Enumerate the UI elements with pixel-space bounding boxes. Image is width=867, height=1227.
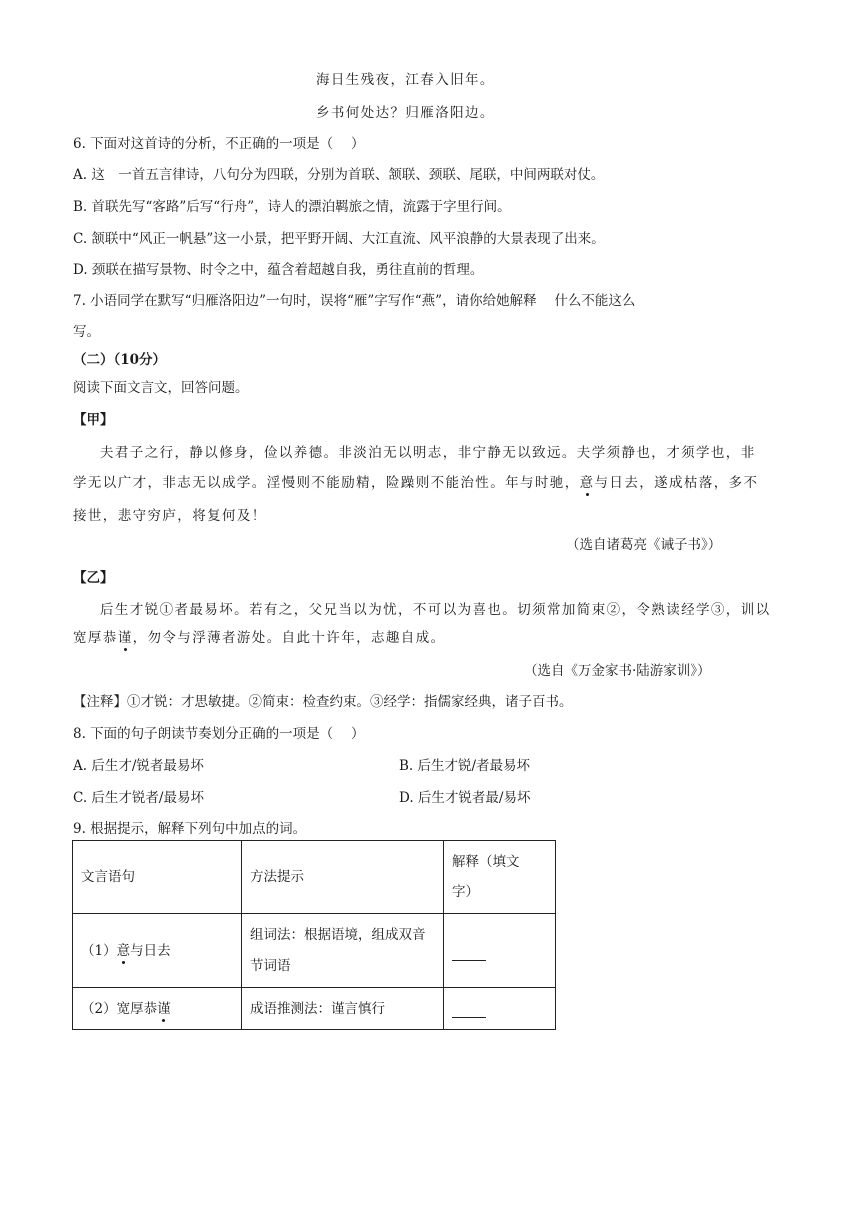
question-8-option-d: D. 后生才锐者最/易坏 <box>399 790 531 806</box>
passage-jia-line-2-end: 与日去，遂成枯落，多不 <box>594 475 759 491</box>
passage-jia-line-3: 接世，悲守穷庐，将复何及！ <box>73 508 267 524</box>
header-explanation <box>444 841 556 914</box>
question-8-option-c: C. 后生才锐者/最易坏 <box>73 790 204 806</box>
passage-yi-line-2 <box>73 626 446 646</box>
row-2-hint: 成语推测法：谨言慎行 <box>242 988 444 1030</box>
poem-line-2: 乡书何处达？归雁洛阳边。 <box>316 105 495 121</box>
question-7-line-2: 写。 <box>73 324 100 340</box>
section-heading: （二）（10分） <box>73 352 167 368</box>
header-sentence: 文言语句 <box>73 841 242 914</box>
table-header-row <box>73 841 556 914</box>
passage-jia-line-2-start: 学无以广才，非志无以成学。淫慢则不能励精，险躁则不能治性。年与时驰， <box>73 475 580 491</box>
question-8-stem: 8. 下面的句子朗读节奏划分正确的一项是（ ） <box>73 726 365 742</box>
question-6-option-c: C. 颔联中“风正一帆悬”这一小景，把平野开阔、大江直流、风平浪静的大景表现了出来。 <box>73 231 605 247</box>
question-6-option-b: B. 首联先写“客路”后写“行舟”，诗人的漂泊羁旅之情，流露于字里行间。 <box>73 199 511 215</box>
passage-yi-label: 【乙】 <box>73 570 114 586</box>
row-2-number: （2） <box>81 1000 117 1017</box>
passage-jia-source: （选自诸葛亮《诫子书》） <box>566 537 722 553</box>
answer-blank[interactable] <box>452 1016 486 1018</box>
poem-line-1: 海日生残夜，江春入旧年。 <box>316 72 495 88</box>
row-1-hint-line-1: 组词法：根据语境，组成双音 <box>250 926 426 943</box>
passage-yi-line-1: 后生才锐①者最易坏。若有之，父兄当以为忧，不可以为喜也。切须常加简束②，令熟读经学③，训以 <box>100 602 771 618</box>
question-7-line-1: 7. 小语同学在默写“归雁洛阳边”一句时，误将“雁”字写作“燕”，请你给她解释 什么不能这么 <box>73 293 636 309</box>
row-2-dotted-word: 谨 <box>157 1000 171 1017</box>
row-1-rest: 与日去 <box>130 942 171 959</box>
question-8-option-b: B. 后生才锐/者最易坏 <box>399 758 531 774</box>
header-explanation-line-2: 字） <box>452 884 479 900</box>
question-9-stem: 9. 根据提示，解释下列句中加点的词。 <box>73 821 307 837</box>
passage-jia-line-2 <box>73 471 758 491</box>
row-1-answer[interactable] <box>444 914 556 988</box>
row-1-dotted-word: 意 <box>116 942 131 959</box>
question-6-option-a: A. 这 一首五言律诗，八句分为四联，分别为首联、颔联、颈联、尾联，中间两联对仗。 <box>73 167 605 183</box>
dotted-word-jin: 谨 <box>117 630 133 646</box>
row-1-sentence <box>73 914 242 988</box>
question-9-table <box>72 840 556 1030</box>
row-1-hint-line-2: 节词语 <box>250 957 291 974</box>
row-1-number: （1） <box>81 942 117 959</box>
passage-jia-label: 【甲】 <box>73 412 114 428</box>
row-2-answer[interactable] <box>444 988 556 1030</box>
table-row <box>73 988 556 1030</box>
passage-yi-line-2-start: 宽厚恭 <box>73 630 118 646</box>
annotation-notes: 【注释】①才锐：才思敏捷。②简束：检查约束。③经学：指儒家经典，诸子百书。 <box>73 694 573 710</box>
header-method: 方法提示 <box>242 841 444 914</box>
dotted-word-yi: 意 <box>579 475 595 491</box>
row-1-hint <box>242 914 444 988</box>
section-instruction: 阅读下面文言文，回答问题。 <box>73 380 249 396</box>
passage-jia-line-1: 夫君子之行，静以修身，俭以养德。非淡泊无以明志，非宁静无以致远。夫学须静也，才须学也，非 <box>100 445 756 461</box>
row-2-sentence <box>73 988 242 1030</box>
answer-blank[interactable] <box>452 959 486 961</box>
question-6-stem: 6. 下面对这首诗的分析，不正确的一项是（ ） <box>73 136 365 152</box>
row-2-start: 宽厚恭 <box>116 1000 158 1017</box>
table-row <box>73 914 556 988</box>
passage-yi-source: （选自《万金家书·陆游家训》） <box>524 663 711 679</box>
passage-yi-line-2-end: ，勿令与浮薄者游处。自此十许年，志趣自成。 <box>132 630 446 646</box>
question-6-option-d: D. 颈联在描写景物、时令之中，蕴含着超越自我，勇往直前的哲理。 <box>73 262 484 278</box>
question-8-option-a: A. 后生才/锐者最易坏 <box>73 758 204 774</box>
header-explanation-line-1: 解释（填文 <box>452 854 520 870</box>
